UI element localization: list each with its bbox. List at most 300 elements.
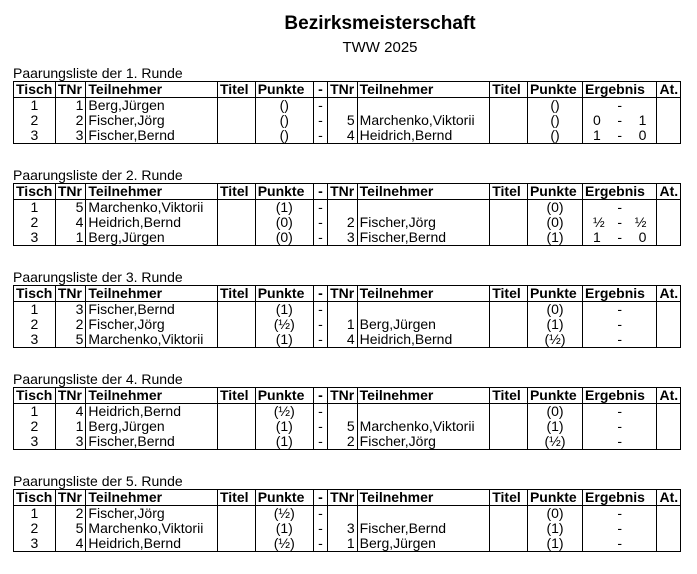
player2-name — [357, 404, 490, 420]
player2-name — [357, 302, 490, 318]
pairing-separator: - — [313, 332, 327, 348]
result — [583, 521, 657, 536]
player2-title — [490, 200, 528, 216]
column-header: At. — [657, 388, 681, 404]
column-header: TNr — [328, 388, 358, 404]
result-black: 0 — [638, 230, 647, 245]
round-4 — [13, 372, 683, 450]
column-header: Titel — [217, 184, 255, 200]
player1-name: Heidrich,Bernd — [86, 536, 218, 552]
column-header: - — [313, 490, 327, 506]
player2-title — [490, 521, 528, 536]
player1-number: 5 — [55, 200, 86, 216]
round-1 — [13, 66, 683, 144]
column-header: Tisch — [14, 490, 56, 506]
table-row — [14, 215, 681, 230]
column-header: Teilnehmer — [86, 184, 218, 200]
table-row — [14, 200, 681, 216]
column-header: Punkte — [527, 490, 582, 506]
column-header: Teilnehmer — [86, 490, 218, 506]
round-label: Paarungsliste der 4. Runde — [13, 371, 183, 387]
attribute — [657, 434, 681, 450]
player1-name: Fischer,Bernd — [86, 434, 218, 450]
player2-points: (0) — [527, 302, 582, 318]
column-header: Ergebnis — [583, 388, 657, 404]
result-dash: - — [617, 97, 623, 113]
player1-title — [217, 98, 255, 114]
table-number: 2 — [14, 317, 56, 332]
result — [583, 230, 657, 246]
player2-number: 1 — [328, 536, 358, 552]
player1-title — [217, 404, 255, 420]
player1-number: 1 — [55, 98, 86, 114]
player2-title — [490, 113, 528, 128]
table-row — [14, 317, 681, 332]
attribute — [657, 128, 681, 144]
attribute — [657, 200, 681, 216]
round-label: Paarungsliste der 1. Runde — [13, 65, 183, 81]
result-white: 1 — [593, 230, 601, 245]
player1-title — [217, 113, 255, 128]
column-header: Titel — [217, 388, 255, 404]
table-row — [14, 113, 681, 128]
column-header: Punkte — [255, 490, 313, 506]
round-3 — [13, 270, 683, 348]
player2-title — [490, 536, 528, 552]
player2-number: 4 — [328, 128, 358, 144]
column-header: Punkte — [527, 82, 582, 98]
result-dash: - — [617, 403, 623, 419]
player1-points: (1) — [255, 521, 313, 536]
player2-points: () — [527, 98, 582, 114]
column-header: Tisch — [14, 286, 56, 302]
result-dash: - — [617, 301, 623, 317]
player2-number — [328, 404, 358, 420]
result — [583, 419, 657, 434]
attribute — [657, 332, 681, 348]
column-header: Teilnehmer — [86, 82, 218, 98]
player1-title — [217, 521, 255, 536]
player2-number: 2 — [328, 215, 358, 230]
result-dash: - — [617, 434, 623, 449]
column-header: - — [313, 82, 327, 98]
column-header: TNr — [328, 490, 358, 506]
result — [583, 317, 657, 332]
column-header: TNr — [55, 184, 86, 200]
attribute — [657, 230, 681, 246]
attribute — [657, 98, 681, 114]
result — [583, 332, 657, 348]
result-dash: - — [617, 113, 623, 128]
player1-points: (1) — [255, 332, 313, 348]
column-header: Punkte — [527, 388, 582, 404]
player2-points: (1) — [527, 317, 582, 332]
column-header: Titel — [490, 388, 528, 404]
column-header: TNr — [55, 82, 86, 98]
attribute — [657, 404, 681, 420]
player1-title — [217, 230, 255, 246]
table-number: 2 — [14, 419, 56, 434]
player1-number: 4 — [55, 404, 86, 420]
player2-title — [490, 317, 528, 332]
table-number: 3 — [14, 332, 56, 348]
player1-name: Fischer,Jörg — [86, 506, 218, 522]
pairing-separator: - — [313, 215, 327, 230]
player1-name: Berg,Jürgen — [86, 98, 218, 114]
result-black: ½ — [634, 215, 647, 230]
result-dash: - — [617, 536, 623, 551]
result — [583, 200, 657, 216]
player1-number: 5 — [55, 332, 86, 348]
player1-title — [217, 215, 255, 230]
player1-name: Berg,Jürgen — [86, 419, 218, 434]
table-row — [14, 128, 681, 144]
player2-points: (0) — [527, 404, 582, 420]
player2-points: (1) — [527, 230, 582, 246]
player1-points: () — [255, 128, 313, 144]
player1-name: Fischer,Jörg — [86, 317, 218, 332]
column-header: Punkte — [255, 184, 313, 200]
player2-number: 1 — [328, 317, 358, 332]
pairing-table — [13, 81, 681, 144]
table-row — [14, 521, 681, 536]
player1-number: 3 — [55, 302, 86, 318]
player1-points: (½) — [255, 404, 313, 420]
player1-points: (½) — [255, 536, 313, 552]
player1-number: 2 — [55, 506, 86, 522]
player1-name: Fischer,Jörg — [86, 113, 218, 128]
pairing-separator: - — [313, 536, 327, 552]
result-dash: - — [617, 332, 623, 347]
player1-number: 2 — [55, 113, 86, 128]
player2-name: Fischer,Jörg — [357, 434, 490, 450]
player1-title — [217, 434, 255, 450]
result-dash: - — [617, 419, 623, 434]
player2-name: Fischer,Jörg — [357, 215, 490, 230]
column-header: Teilnehmer — [357, 82, 490, 98]
player2-number — [328, 302, 358, 318]
player1-number: 3 — [55, 128, 86, 144]
player1-name: Berg,Jürgen — [86, 230, 218, 246]
column-header: Ergebnis — [583, 82, 657, 98]
pairing-table — [13, 183, 681, 246]
player2-name: Fischer,Bernd — [357, 521, 490, 536]
player1-name: Fischer,Bernd — [86, 302, 218, 318]
player1-name: Fischer,Bernd — [86, 128, 218, 144]
column-header: Titel — [217, 490, 255, 506]
attribute — [657, 506, 681, 522]
player1-name: Heidrich,Bernd — [86, 215, 218, 230]
column-header: TNr — [328, 184, 358, 200]
player2-title — [490, 332, 528, 348]
player1-points: (0) — [255, 215, 313, 230]
table-number: 2 — [14, 521, 56, 536]
pairing-table — [13, 387, 681, 450]
player2-name: Marchenko,Viktorii — [357, 419, 490, 434]
column-header: TNr — [328, 286, 358, 302]
pairing-separator: - — [313, 98, 327, 114]
table-row — [14, 404, 681, 420]
table-number: 1 — [14, 404, 56, 420]
player2-name: Fischer,Bernd — [357, 230, 490, 246]
column-header: Punkte — [255, 286, 313, 302]
column-header: Teilnehmer — [357, 286, 490, 302]
player1-points: (1) — [255, 200, 313, 216]
player1-points: (½) — [255, 506, 313, 522]
table-header-row — [14, 388, 681, 404]
attribute — [657, 536, 681, 552]
column-header: At. — [657, 286, 681, 302]
pairing-separator: - — [313, 200, 327, 216]
player1-points: () — [255, 98, 313, 114]
result — [583, 215, 657, 230]
attribute — [657, 419, 681, 434]
player2-name: Berg,Jürgen — [357, 536, 490, 552]
result-white: 1 — [593, 128, 601, 143]
pairing-table — [13, 285, 681, 348]
player2-name: Marchenko,Viktorii — [357, 113, 490, 128]
table-row — [14, 332, 681, 348]
table-header-row — [14, 286, 681, 302]
result-dash: - — [617, 317, 623, 332]
player2-name: Heidrich,Bernd — [357, 332, 490, 348]
player2-number — [328, 506, 358, 522]
player2-title — [490, 419, 528, 434]
pairing-separator: - — [313, 521, 327, 536]
column-header: TNr — [328, 82, 358, 98]
player1-number: 4 — [55, 536, 86, 552]
player2-number: 2 — [328, 434, 358, 450]
result — [583, 434, 657, 450]
player1-number: 3 — [55, 434, 86, 450]
column-header: Teilnehmer — [357, 490, 490, 506]
column-header: Titel — [490, 490, 528, 506]
player1-name: Marchenko,Viktorii — [86, 200, 218, 216]
column-header: TNr — [55, 490, 86, 506]
player1-number: 4 — [55, 215, 86, 230]
result-dash: - — [617, 215, 623, 230]
table-number: 3 — [14, 434, 56, 450]
result — [583, 506, 657, 522]
column-header: Tisch — [14, 82, 56, 98]
column-header: Ergebnis — [583, 286, 657, 302]
table-row — [14, 302, 681, 318]
result-dash: - — [617, 521, 623, 536]
player1-number: 1 — [55, 230, 86, 246]
table-row — [14, 98, 681, 114]
player1-points: (1) — [255, 434, 313, 450]
table-row — [14, 506, 681, 522]
attribute — [657, 113, 681, 128]
column-header: Ergebnis — [583, 490, 657, 506]
player2-title — [490, 506, 528, 522]
column-header: At. — [657, 82, 681, 98]
result-white: ½ — [593, 215, 605, 230]
player2-name — [357, 98, 490, 114]
player2-points: (0) — [527, 506, 582, 522]
page-title: Bezirksmeisterschaft — [284, 13, 476, 34]
column-header: - — [313, 286, 327, 302]
player1-name: Marchenko,Viktorii — [86, 521, 218, 536]
column-header: Ergebnis — [583, 184, 657, 200]
player2-title — [490, 215, 528, 230]
table-number: 3 — [14, 536, 56, 552]
player2-name — [357, 506, 490, 522]
player2-points: (½) — [527, 434, 582, 450]
player2-name: Heidrich,Bernd — [357, 128, 490, 144]
player1-title — [217, 332, 255, 348]
result-dash: - — [617, 128, 623, 143]
round-5 — [13, 474, 683, 552]
player2-number: 5 — [328, 419, 358, 434]
player1-number: 5 — [55, 521, 86, 536]
player2-title — [490, 230, 528, 246]
table-row — [14, 230, 681, 246]
pairing-separator: - — [313, 506, 327, 522]
player1-title — [217, 200, 255, 216]
attribute — [657, 317, 681, 332]
table-header-row — [14, 82, 681, 98]
column-header: Titel — [217, 82, 255, 98]
player1-points: (1) — [255, 302, 313, 318]
player1-name: Marchenko,Viktorii — [86, 332, 218, 348]
page-subtitle: TWW 2025 — [342, 39, 418, 56]
result-dash: - — [617, 199, 623, 215]
column-header: Punkte — [527, 286, 582, 302]
player1-title — [217, 419, 255, 434]
column-header: Punkte — [255, 82, 313, 98]
pairing-separator: - — [313, 230, 327, 246]
column-header: Titel — [217, 286, 255, 302]
attribute — [657, 215, 681, 230]
player1-points: () — [255, 113, 313, 128]
player2-points: (1) — [527, 419, 582, 434]
table-header-row — [14, 184, 681, 200]
column-header: - — [313, 184, 327, 200]
round-label: Paarungsliste der 5. Runde — [13, 473, 183, 489]
pairing-separator: - — [313, 434, 327, 450]
result-dash: - — [617, 230, 623, 245]
player2-points: () — [527, 113, 582, 128]
table-number: 2 — [14, 215, 56, 230]
player2-title — [490, 434, 528, 450]
column-header: TNr — [55, 286, 86, 302]
round-2 — [13, 168, 683, 246]
player2-title — [490, 302, 528, 318]
column-header: Teilnehmer — [86, 388, 218, 404]
player2-number — [328, 200, 358, 216]
table-number: 3 — [14, 230, 56, 246]
pairing-separator: - — [313, 317, 327, 332]
pairing-separator: - — [313, 302, 327, 318]
player1-title — [217, 317, 255, 332]
player1-number: 2 — [55, 317, 86, 332]
player1-points: (0) — [255, 230, 313, 246]
table-row — [14, 536, 681, 552]
result-white: 0 — [593, 113, 601, 128]
pairing-separator: - — [313, 128, 327, 144]
table-number: 1 — [14, 200, 56, 216]
column-header: At. — [657, 490, 681, 506]
player2-number: 3 — [328, 521, 358, 536]
result-black: 0 — [638, 128, 647, 143]
attribute — [657, 521, 681, 536]
player1-title — [217, 506, 255, 522]
player2-points: (½) — [527, 332, 582, 348]
table-header-row — [14, 490, 681, 506]
player1-title — [217, 302, 255, 318]
pairing-separator: - — [313, 419, 327, 434]
table-number: 1 — [14, 98, 56, 114]
player2-number: 5 — [328, 113, 358, 128]
pairing-separator: - — [313, 404, 327, 420]
column-header: Titel — [490, 82, 528, 98]
player1-title — [217, 128, 255, 144]
result-dash: - — [617, 505, 623, 521]
column-header: - — [313, 388, 327, 404]
player1-points: (1) — [255, 419, 313, 434]
player2-title — [490, 128, 528, 144]
result — [583, 113, 657, 128]
player2-name: Berg,Jürgen — [357, 317, 490, 332]
column-header: Titel — [490, 286, 528, 302]
player2-number — [328, 98, 358, 114]
result-black: 1 — [638, 113, 647, 128]
player2-points: (0) — [527, 215, 582, 230]
column-header: At. — [657, 184, 681, 200]
round-label: Paarungsliste der 3. Runde — [13, 269, 183, 285]
column-header: Punkte — [255, 388, 313, 404]
column-header: Teilnehmer — [357, 184, 490, 200]
player2-points: (1) — [527, 521, 582, 536]
table-number: 2 — [14, 113, 56, 128]
player2-points: () — [527, 128, 582, 144]
table-row — [14, 419, 681, 434]
pairing-table — [13, 489, 681, 552]
column-header: TNr — [55, 388, 86, 404]
column-header: Titel — [490, 184, 528, 200]
attribute — [657, 302, 681, 318]
table-number: 1 — [14, 506, 56, 522]
column-header: Punkte — [527, 184, 582, 200]
player2-points: (1) — [527, 536, 582, 552]
player2-title — [490, 404, 528, 420]
column-header: Teilnehmer — [357, 388, 490, 404]
column-header: Tisch — [14, 388, 56, 404]
pairing-separator: - — [313, 113, 327, 128]
result — [583, 302, 657, 318]
player2-points: (0) — [527, 200, 582, 216]
result — [583, 404, 657, 420]
player2-number: 4 — [328, 332, 358, 348]
round-label: Paarungsliste der 2. Runde — [13, 167, 183, 183]
column-header: Teilnehmer — [86, 286, 218, 302]
player2-name — [357, 200, 490, 216]
result — [583, 536, 657, 552]
player1-points: (½) — [255, 317, 313, 332]
player1-title — [217, 536, 255, 552]
result — [583, 98, 657, 114]
player1-number: 1 — [55, 419, 86, 434]
player1-name: Heidrich,Bernd — [86, 404, 218, 420]
column-header: Tisch — [14, 184, 56, 200]
result — [583, 128, 657, 144]
table-number: 3 — [14, 128, 56, 144]
player2-number: 3 — [328, 230, 358, 246]
player2-title — [490, 98, 528, 114]
table-row — [14, 434, 681, 450]
table-number: 1 — [14, 302, 56, 318]
